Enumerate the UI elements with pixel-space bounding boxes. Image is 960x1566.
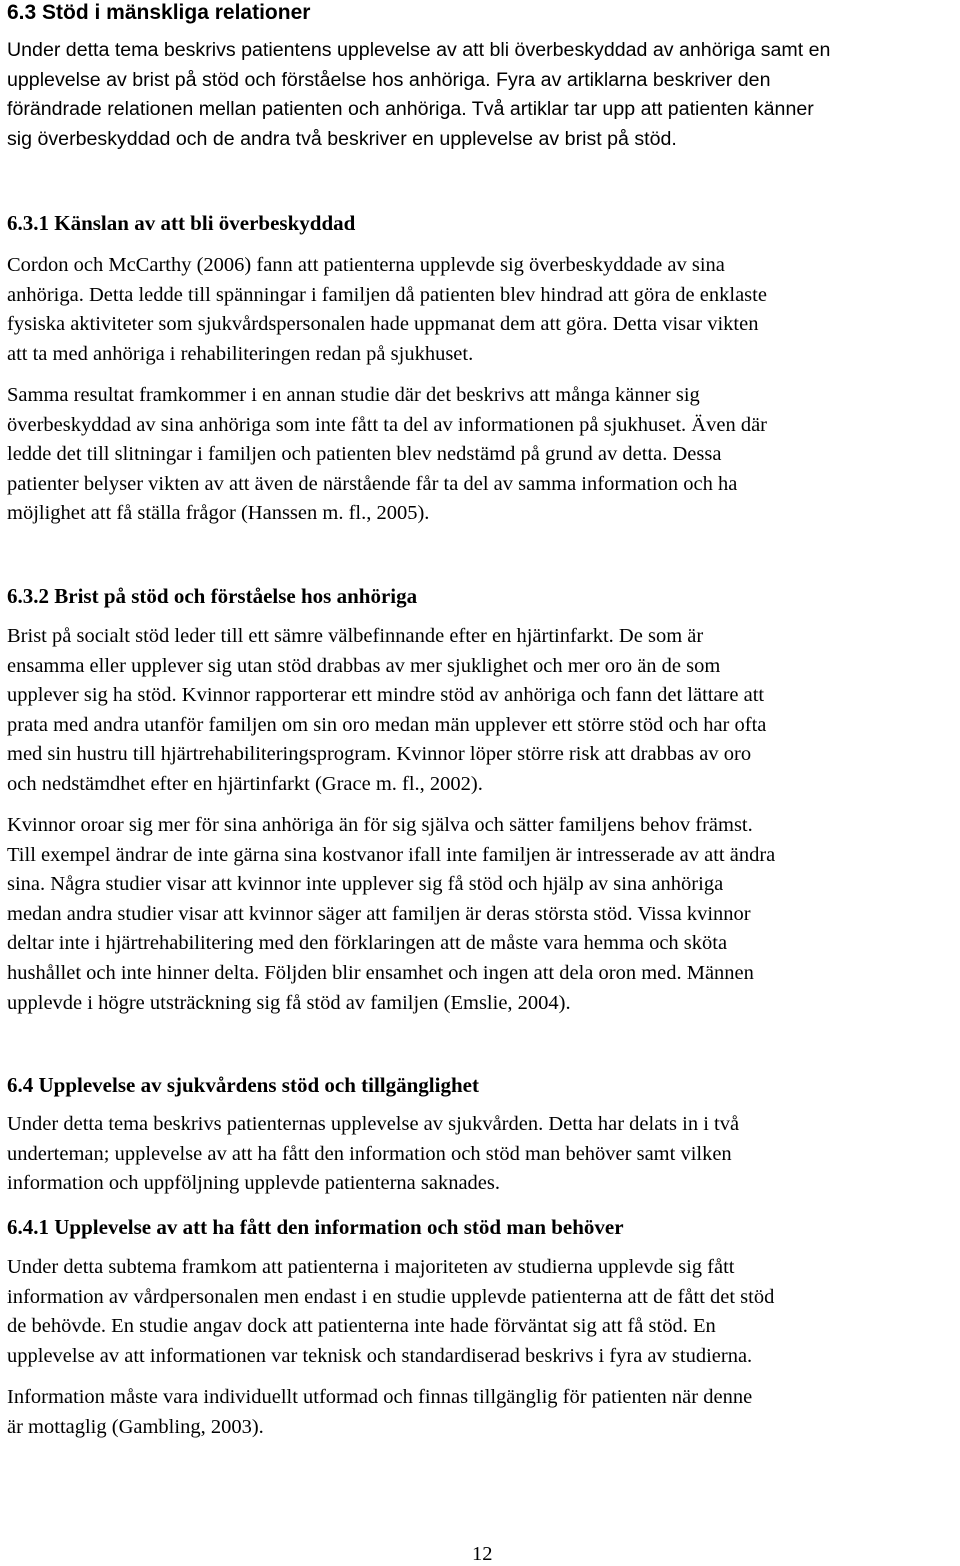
subsection-paragraph: Under detta subtema framkom att patienterna i majoriteten av studierna upplevde sig fått information av vårdpersonalen men endast i en studie upplevde patienterna att de fått det stöd de behövde. En studie angav dock att patienterna inte hade förväntat sig att få stöd. En upplevelse av att informationen var teknisk och standardiserad beskrivs i fyra av studierna. — [7, 1256, 775, 1367]
subsection-paragraph: Samma resultat framkommer i en annan studie där det beskrivs att många känner sig överbeskyddad av sina anhöriga som inte fått ta del av informationen på sjukhuset. Även där ledde det till slitningar i familjen och patienten blev nedstämd på grund av detta. Dessa patienter belyser vikten av att även de närstående får ta del av samma information och ha möjlighet att få ställa frågor (Hanssen m. fl., 2005). — [7, 384, 767, 525]
subsection-paragraph: Information måste vara individuellt utformad och finnas tillgänglig för patienten när denne är mottaglig (Gambling, 2003). — [7, 1386, 753, 1438]
page-number: 12 — [472, 1543, 493, 1565]
section-paragraph: Under detta tema beskrivs patienternas upplevelse av sjukvården. Detta har delats in i två underteman; upplevelse av att ha fått den information och stöd man behöver samt vilken information och uppföljning upplevde patienterna saknades. — [7, 1113, 740, 1195]
subsection-heading: 6.3.1 Känslan av att bli överbeskyddad — [7, 211, 356, 235]
subsection-paragraph: Brist på socialt stöd leder till ett sämre välbefinnande efter en hjärtinfarkt. De som är ensamma eller upplever sig utan stöd drabbas av mer sjuklighet och mer oro än de som upplever sig ha stöd. Kvinnor rapporterar ett mindre stöd av anhöriga och fann det lättare att prata med andra utanför familjen om sin oro medan män upplever ett större stöd och har ofta med sin hustru till hjärtrehabiliteringsprogram. Kvinnor löper större risk att drabbas av oro och nedstämdhet efter en hjärtinfarkt (Grace m. fl., 2002). — [7, 625, 767, 795]
subsection-heading: 6.4.1 Upplevelse av att ha fått den information och stöd man behöver — [7, 1215, 624, 1239]
section-heading: 6.3 Stöd i mänskliga relationer — [7, 1, 311, 24]
section-heading: 6.4 Upplevelse av sjukvårdens stöd och tillgänglighet — [7, 1073, 479, 1097]
subsection-paragraph: Kvinnor oroar sig mer för sina anhöriga än för sig själva och sätter familjens behov främst. Till exempel ändrar de inte gärna sina kostvanor ifall inte familjen är intresserade av att ändra sina. Några studier visar att kvinnor inte upplever sig få stöd och hjälp av sina anhöriga medan andra studier visar att kvinnor säger att familjen är deras största stöd. Vissa kvinnor deltar inte i hjärtrehabilitering med den förklaringen att de måste vara hemma och sköta hushållet och inte hinner delta. Följden blir ensamhet och ingen att dela oron med. Männen upplevde i högre utsträckning sig få stöd av familjen (Emslie, 2004). — [7, 814, 776, 1014]
section-paragraph: Under detta tema beskrivs patientens upplevelse av att bli överbeskyddad av anhöriga samt en upplevelse av brist på stöd och förståelse hos anhöriga. Fyra av artiklarna beskriver den förändrade relationen mellan patienten och anhöriga. Två artiklar tar upp att patienten känner sig överbeskyddad och de andra två beskriver en upplevelse av brist på stöd. — [7, 39, 831, 150]
subsection-heading: 6.3.2 Brist på stöd och förståelse hos anhöriga — [7, 584, 418, 608]
subsection-paragraph: Cordon och McCarthy (2006) fann att patienterna upplevde sig överbeskyddade av sina anhöriga. Detta ledde till spänningar i familjen då patienten blev hindrad att göra de enklaste fysiska aktiviteter som sjukvårdspersonalen hade uppmanat dem att göra. Detta visar vikten att ta med anhöriga i rehabiliteringen redan på sjukhuset. — [7, 254, 767, 365]
